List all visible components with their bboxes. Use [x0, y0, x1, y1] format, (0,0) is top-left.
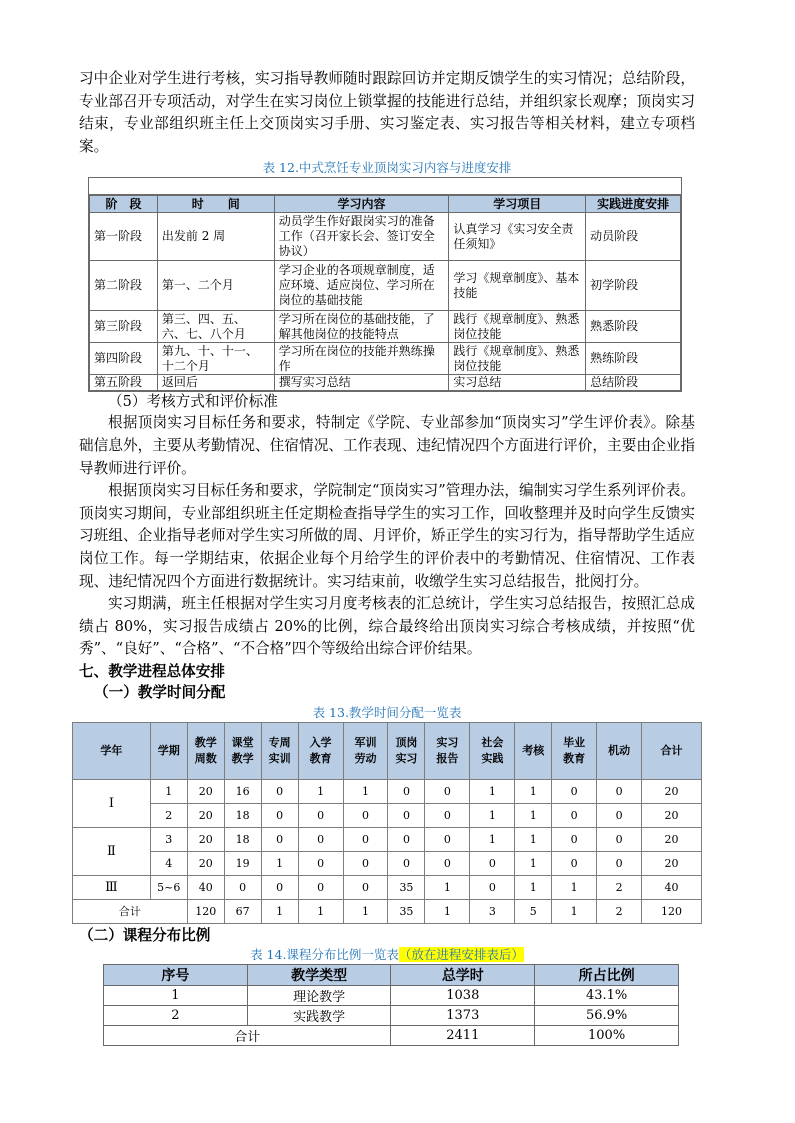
table12-cell: 动员阶段 — [586, 213, 681, 261]
table13-cell: 20 — [187, 803, 224, 827]
section7-title: 七、教学进程总体安排 — [79, 662, 225, 680]
table12-cell: 第四阶段 — [90, 343, 158, 375]
table12-cell: 实习总结 — [449, 375, 586, 391]
table13-header: 实习报告 — [425, 722, 470, 779]
table13-cell: 20 — [642, 851, 702, 875]
table13 — [72, 722, 702, 924]
table13-cell: 0 — [597, 779, 642, 803]
table13-cell: 3 — [150, 827, 187, 851]
table-row — [73, 851, 702, 875]
table12-caption: 表 12.中式烹饪专业顶岗实习内容与进度安排 — [262, 160, 512, 176]
table13-cell: 0 — [388, 827, 425, 851]
table13-cell: 16 — [224, 779, 261, 803]
table13-cell: 1 — [515, 827, 552, 851]
table13-cell: 0 — [343, 803, 388, 827]
table13-cell: 1 — [515, 851, 552, 875]
table13-cell: 0 — [425, 779, 470, 803]
table12-cell: 认真学习《实习安全责任须知》 — [449, 213, 586, 261]
table13-header-row — [73, 722, 702, 779]
table13-cell: 0 — [552, 827, 597, 851]
table-row — [90, 311, 681, 343]
table13-cell: 1 — [515, 875, 552, 899]
table12-blank-row — [89, 178, 681, 195]
table13-cell: 2 — [597, 875, 642, 899]
table13-header: 社会实践 — [470, 722, 515, 779]
table14-total-row — [104, 1025, 679, 1045]
table13-cell: 1 — [261, 851, 298, 875]
table13-cell: 0 — [261, 875, 298, 899]
table13-cell: 0 — [552, 803, 597, 827]
table13-cell: 0 — [298, 851, 343, 875]
table13-cell: 1 — [298, 779, 343, 803]
table13-cell: 2 — [597, 899, 642, 923]
table12-cell: 学习企业的各项规章制度，适应环境、适应岗位、学习所在岗位的基础技能 — [274, 261, 449, 311]
table12-cell: 初学阶段 — [586, 261, 681, 311]
table13-cell: 1 — [552, 875, 597, 899]
table12-cell: 学习所在岗位的技能并熟练操作 — [274, 343, 449, 375]
table13-cell: 0 — [224, 875, 261, 899]
table-row — [104, 985, 679, 1005]
document-page — [79, 0, 695, 1046]
table14-cell: 56.9% — [535, 1005, 679, 1025]
table13-cell: 3 — [470, 899, 515, 923]
table13-cell: 19 — [224, 851, 261, 875]
table14-cell: 1038 — [391, 985, 535, 1005]
table13-cell: 1 — [552, 899, 597, 923]
table12-cell: 践行《规章制度》、熟悉岗位技能 — [449, 311, 586, 343]
table13-year-cell: Ⅰ — [73, 779, 151, 827]
table12-cell: 第九、十、十一、十二个月 — [157, 343, 274, 375]
section7-sub1: （一）教学时间分配 — [94, 683, 226, 701]
table13-caption: 表 13.教学时间分配一览表 — [312, 704, 462, 720]
table12-cell: 第三阶段 — [90, 311, 158, 343]
table13-cell: 5~6 — [150, 875, 187, 899]
table12-cell: 总结阶段 — [586, 375, 681, 391]
table13-cell: 0 — [261, 827, 298, 851]
table14-total-pct: 100% — [535, 1025, 679, 1045]
intro-paragraph: 习中企业对学生进行考核，实习指导教师随时跟踪回访并定期反馈学生的实习情况；总结阶段，专业部召开专项活动，对学生在实习岗位上锁掌握的技能进行总结，并组织家长观摩；顶岗实习结束，专业部组织班主任上交顶岗实习手册、实习鉴定表、实习报告等相关材料，建立专项档案。 — [79, 70, 695, 155]
section5-title: （5）考核方式和评价标准 — [108, 393, 278, 411]
table13-header: 考核 — [515, 722, 552, 779]
table13-total-label: 合计 — [73, 899, 188, 923]
table13-header: 教学周数 — [187, 722, 224, 779]
table12-cell: 熟练阶段 — [586, 343, 681, 375]
table13-cell: 0 — [425, 827, 470, 851]
table14-total-label: 合计 — [104, 1025, 391, 1045]
table-row — [90, 375, 681, 391]
section5-paragraph-1: 根据顶岗实习目标任务和要求，特制定《学院、专业部参加“顶岗实习”学生评价表》。除基础信息外，主要从考勤情况、住宿情况、工作表现、违纪情况四个方面进行评价，主要由企业指导教师进行评价。 — [79, 414, 695, 477]
table-row — [73, 779, 702, 803]
table12-cell: 返回后 — [157, 375, 274, 391]
table12-cell: 熟悉阶段 — [586, 311, 681, 343]
table13-cell: 0 — [298, 803, 343, 827]
table13-cell: 20 — [642, 779, 702, 803]
table13-cell: 1 — [343, 779, 388, 803]
table13-cell: 0 — [388, 803, 425, 827]
table12-cell: 第三、四、五、六、七、八个月 — [157, 311, 274, 343]
table13-cell: 1 — [515, 803, 552, 827]
table13-cell: 1 — [343, 899, 388, 923]
table14-cell: 1373 — [391, 1005, 535, 1025]
table13-cell: 20 — [187, 779, 224, 803]
table13-cell: 1 — [515, 779, 552, 803]
table13-cell: 0 — [552, 779, 597, 803]
table-row — [73, 827, 702, 851]
table14-caption-note: （放在进程安排表后） — [398, 946, 524, 962]
table12-cell: 第一、二个月 — [157, 261, 274, 311]
table-row — [73, 803, 702, 827]
table13-header: 机动 — [597, 722, 642, 779]
section5-paragraph-3: 实习期满，班主任根据对学生实习月度考核表的汇总统计，学生实习总结报告，按照汇总成绩占 80%，实习报告成绩占 20%的比例，综合最终给出顶岗实习综合考核成绩，并按照“优秀”、“良好”、“合格”、“不合格”四个等级给出综合评价结果。 — [79, 595, 695, 658]
table13-cell: 0 — [261, 803, 298, 827]
table13-cell: 120 — [642, 899, 702, 923]
table13-cell: 35 — [388, 875, 425, 899]
table13-cell: 4 — [150, 851, 187, 875]
table14 — [103, 964, 679, 1046]
table14-cell: 1 — [104, 985, 248, 1005]
table13-cell: 0 — [298, 875, 343, 899]
table14-total-hours: 2411 — [391, 1025, 535, 1045]
table13-cell: 5 — [515, 899, 552, 923]
table12-header-row — [90, 196, 681, 213]
table14-header: 序号 — [104, 964, 248, 985]
table13-cell: 0 — [470, 875, 515, 899]
table12-cell: 第一阶段 — [90, 213, 158, 261]
table13-cell: 1 — [150, 779, 187, 803]
table13-cell: 0 — [597, 803, 642, 827]
table12-grid — [89, 195, 681, 391]
table13-cell: 18 — [224, 803, 261, 827]
table13-header: 学年 — [73, 722, 151, 779]
table13-cell: 1 — [298, 899, 343, 923]
table14-caption: 表 14.课程分布比例一览表 — [250, 946, 399, 962]
table-row — [90, 261, 681, 311]
table13-cell: 67 — [224, 899, 261, 923]
table13-header: 合计 — [642, 722, 702, 779]
table12-cell: 第二阶段 — [90, 261, 158, 311]
table13-header: 专周实训 — [261, 722, 298, 779]
table-row — [73, 875, 702, 899]
table12-header: 实践进度安排 — [586, 196, 681, 213]
table13-cell: 0 — [597, 851, 642, 875]
table13-header: 毕业教育 — [552, 722, 597, 779]
table-row — [104, 1005, 679, 1025]
table14-header: 总学时 — [391, 964, 535, 985]
table13-cell: 20 — [187, 827, 224, 851]
table13-header: 军训劳动 — [343, 722, 388, 779]
table13-cell: 120 — [187, 899, 224, 923]
table-row — [90, 343, 681, 375]
table13-total-row — [73, 899, 702, 923]
table12-header: 学习内容 — [274, 196, 449, 213]
table12-cell: 践行《规章制度》、熟悉岗位技能 — [449, 343, 586, 375]
table12-cell: 撰写实习总结 — [274, 375, 449, 391]
table13-cell: 1 — [261, 899, 298, 923]
table13-cell: 20 — [642, 803, 702, 827]
table13-cell: 0 — [343, 875, 388, 899]
table12-cell: 学习《规章制度》、基本技能 — [449, 261, 586, 311]
table12-cell: 学习所在岗位的基础技能，了解其他岗位的技能特点 — [274, 311, 449, 343]
table-row — [90, 213, 681, 261]
table13-cell: 0 — [597, 827, 642, 851]
table13-cell: 2 — [150, 803, 187, 827]
table14-caption-line — [79, 946, 695, 964]
table12-cell: 第五阶段 — [90, 375, 158, 391]
table13-year-cell: Ⅲ — [73, 875, 151, 899]
table13-cell: 0 — [425, 803, 470, 827]
table13-cell: 0 — [388, 851, 425, 875]
table14-cell: 2 — [104, 1005, 248, 1025]
table14-cell: 43.1% — [535, 985, 679, 1005]
table12-cell: 出发前 2 周 — [157, 213, 274, 261]
table12-header: 学习项目 — [449, 196, 586, 213]
table12 — [88, 177, 682, 392]
table13-header: 课堂教学 — [224, 722, 261, 779]
table14-header-row — [104, 964, 679, 985]
table13-cell: 20 — [642, 827, 702, 851]
table12-header: 时 间 — [157, 196, 274, 213]
table14-cell: 理论教学 — [247, 985, 391, 1005]
table13-cell: 0 — [343, 851, 388, 875]
table13-cell: 0 — [470, 851, 515, 875]
table13-year-cell: Ⅱ — [73, 827, 151, 875]
table13-cell: 1 — [470, 803, 515, 827]
table13-cell: 1 — [425, 899, 470, 923]
table13-cell: 0 — [552, 851, 597, 875]
table14-cell: 实践教学 — [247, 1005, 391, 1025]
table13-cell: 18 — [224, 827, 261, 851]
table13-cell: 40 — [642, 875, 702, 899]
table13-cell: 0 — [298, 827, 343, 851]
table13-cell: 1 — [470, 827, 515, 851]
table13-cell: 40 — [187, 875, 224, 899]
table13-header: 学期 — [150, 722, 187, 779]
table13-header: 顶岗实习 — [388, 722, 425, 779]
table13-cell: 0 — [388, 779, 425, 803]
table12-cell: 动员学生作好跟岗实习的准备工作（召开家长会、签订安全协议） — [274, 213, 449, 261]
table13-cell: 1 — [425, 875, 470, 899]
table13-cell: 1 — [470, 779, 515, 803]
table13-cell: 0 — [425, 851, 470, 875]
table14-header: 所占比例 — [535, 964, 679, 985]
table12-header: 阶 段 — [90, 196, 158, 213]
section5-paragraph-2: 根据顶岗实习目标任务和要求，学院制定“顶岗实习”管理办法，编制实习学生系列评价表。顶岗实习期间，专业部组织班主任定期检查指导学生的实习工作，回收整理并及时向学生反馈实习班组、企业指导老师对学生实习所做的周、月评价，矫正学生的实习行为，指导帮助学生适应岗位工作。每一学期结束，依据企业每个月给学生的评价表中的考勤情况、住宿情况、工作表现、违纪情况四个方面进行数据统计。实习结束前，收缴学生实习总结报告，批阅打分。 — [79, 482, 695, 590]
table13-cell: 0 — [261, 779, 298, 803]
table13-cell: 0 — [343, 827, 388, 851]
section7-sub2: （二）课程分布比例 — [79, 926, 211, 944]
table13-cell: 20 — [187, 851, 224, 875]
table14-header: 教学类型 — [247, 964, 391, 985]
table13-cell: 35 — [388, 899, 425, 923]
table13-header: 入学教育 — [298, 722, 343, 779]
